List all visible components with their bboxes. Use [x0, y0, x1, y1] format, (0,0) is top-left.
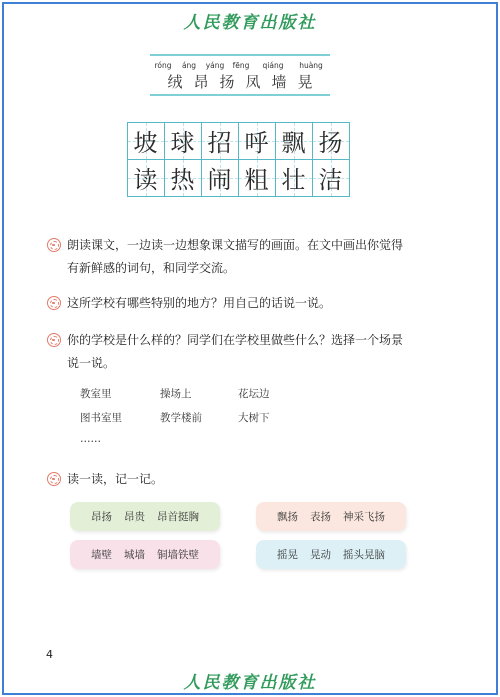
pinyin: huàng	[299, 61, 323, 70]
scene-item: 操场上	[160, 388, 192, 400]
word-group	[70, 502, 220, 531]
grid-cell: 闹	[201, 159, 239, 197]
word: 摇头晃脑	[343, 549, 385, 561]
exercise-icon	[47, 296, 61, 310]
page-number: 4	[46, 648, 53, 661]
grid-cell: 扬	[312, 122, 350, 160]
grid-cell: 呼	[238, 122, 276, 160]
task-text: 你的学校是什么样的？同学们在学校里做些什么？选择一个场景	[67, 333, 404, 347]
word: 昂首挺胸	[157, 511, 199, 523]
task-text: 朗读课文，一边读一边想象课文描写的画面。在文中画出你觉得	[67, 238, 404, 252]
pinyin: qiáng	[262, 61, 284, 70]
word: 铜墙铁壁	[157, 549, 199, 561]
grid-cell: 洁	[312, 159, 350, 197]
writing-grid	[127, 122, 349, 196]
exercise-icon	[47, 472, 61, 486]
grid-cell: 飘	[275, 122, 313, 160]
pinyin-row	[150, 61, 330, 70]
pinyin: róng	[154, 61, 172, 70]
hanzi: 凤	[245, 73, 261, 91]
word: 表扬	[310, 511, 331, 523]
word: 墙壁	[91, 549, 112, 561]
scene-item: 图书室里	[80, 412, 122, 424]
word: 晃动	[310, 549, 331, 561]
hanzi: 晃	[297, 73, 313, 91]
pinyin: áng	[181, 61, 197, 70]
hanzi: 墙	[271, 73, 287, 91]
pinyin: yáng	[205, 61, 225, 70]
grid-cell: 壮	[275, 159, 313, 197]
word-group	[70, 540, 220, 569]
scene-item: 教学楼前	[160, 412, 202, 424]
grid-cell: 招	[201, 122, 239, 160]
word: 飘扬	[277, 511, 298, 523]
scene-item-ellipsis: ……	[80, 433, 101, 445]
grid-cell: 粗	[238, 159, 276, 197]
scene-item: 教室里	[80, 388, 112, 400]
word: 昂贵	[124, 511, 145, 523]
word: 摇晃	[277, 549, 298, 561]
hanzi: 绒	[167, 73, 183, 91]
word: 神采飞扬	[343, 511, 385, 523]
task-text: 读一读，记一记。	[67, 472, 164, 486]
grid-cell: 球	[164, 122, 202, 160]
grid-cell: 坡	[127, 122, 165, 160]
word: 昂扬	[91, 511, 112, 523]
publisher-header: 人民教育出版社	[183, 13, 317, 33]
grid-cell: 热	[164, 159, 202, 197]
exercise-icon	[47, 333, 61, 347]
hanzi-row	[150, 71, 330, 92]
publisher-footer: 人民教育出版社	[183, 673, 317, 693]
hanzi: 扬	[219, 73, 235, 91]
scene-item: 大树下	[238, 412, 270, 424]
scene-item: 花坛边	[238, 388, 270, 400]
vocabulary-box	[150, 54, 330, 96]
task-text: 说一说。	[67, 356, 116, 370]
word-group	[256, 540, 406, 569]
pinyin: fēng	[232, 61, 250, 70]
word-group	[256, 502, 406, 531]
word: 城墙	[124, 549, 145, 561]
task-text: 有新鲜感的词句，和同学交流。	[67, 261, 236, 275]
exercise-icon	[47, 238, 61, 252]
grid-cell: 读	[127, 159, 165, 197]
hanzi: 昂	[193, 73, 209, 91]
task-text: 这所学校有哪些特别的地方？用自己的话说一说。	[67, 296, 332, 310]
